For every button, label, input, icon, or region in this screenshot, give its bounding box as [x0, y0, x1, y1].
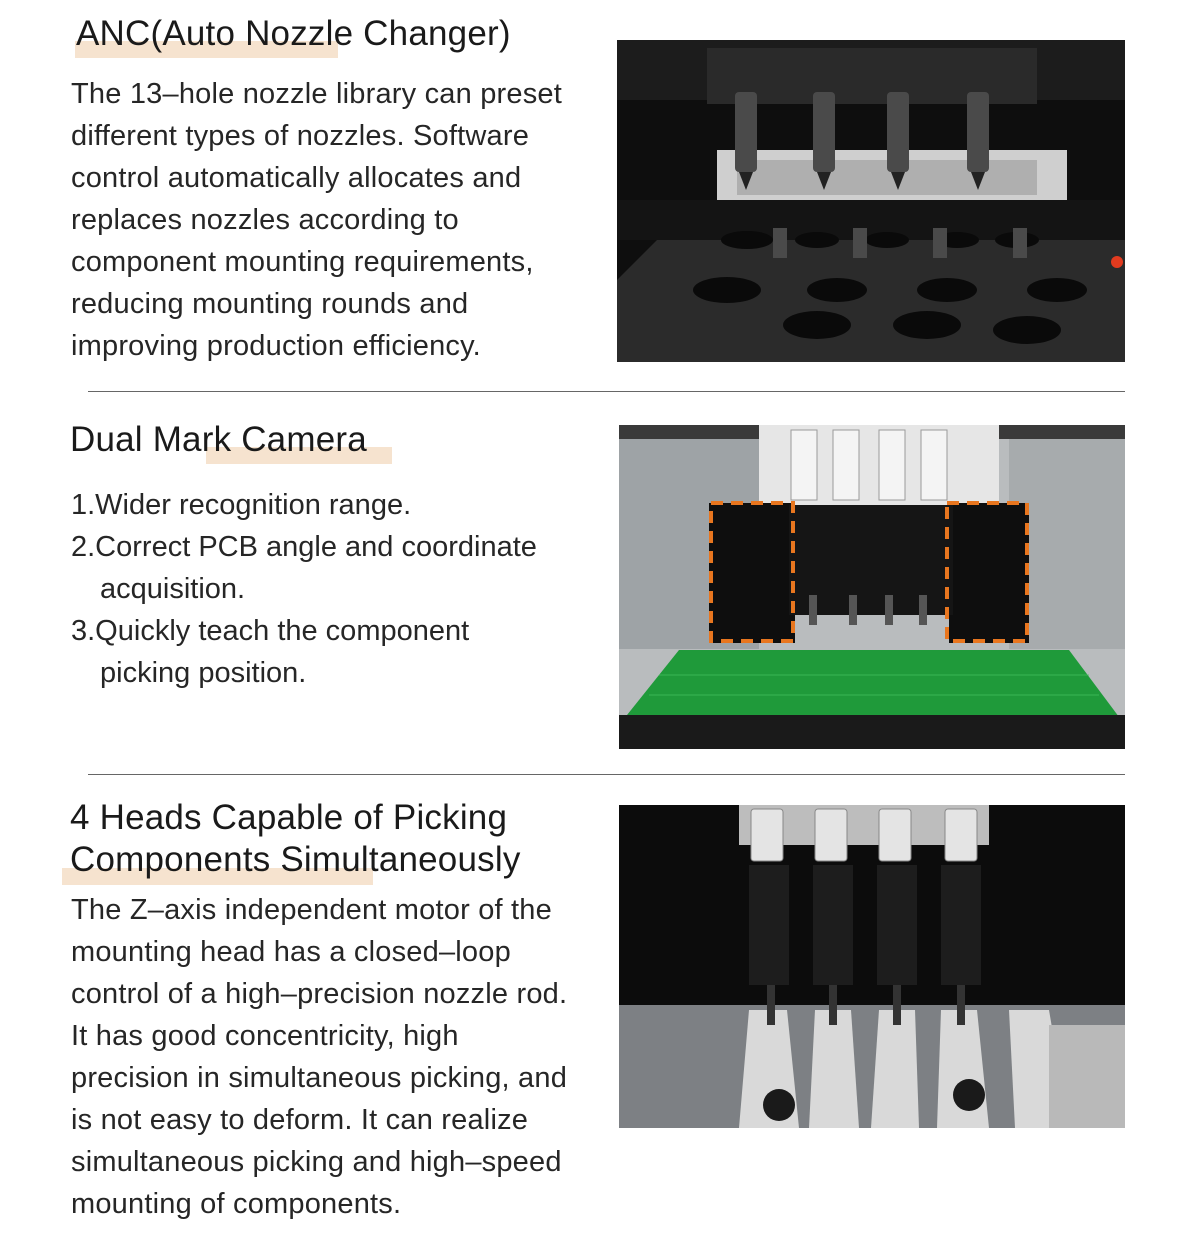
nozzle-changer-photo	[617, 40, 1125, 362]
list-item: 2.Correct PCB angle and coordinate acquisition.	[71, 531, 537, 605]
list-item: 3.Quickly teach the component picking position.	[71, 615, 470, 689]
dual-camera-photo	[619, 425, 1125, 749]
body-line: is not easy to deform. It can realize	[71, 1104, 529, 1136]
body-line: The Z–axis independent motor of the	[71, 894, 552, 926]
body-line: control automatically allocates and	[71, 162, 522, 194]
section-divider	[88, 391, 1125, 392]
section-divider	[88, 774, 1125, 775]
section-body-anc	[71, 73, 562, 367]
body-line: simultaneous picking and high–speed	[71, 1146, 562, 1178]
four-heads-photo	[619, 805, 1125, 1128]
body-line: control of a high–precision nozzle rod.	[71, 978, 568, 1010]
body-line: mounting head has a closed–loop	[71, 936, 511, 968]
body-line: improving production efficiency.	[71, 330, 481, 362]
body-line: component mounting requirements,	[71, 246, 534, 278]
list-item: 1.Wider recognition range.	[71, 489, 412, 521]
body-line: replaces nozzles according to	[71, 204, 459, 236]
body-line: The 13–hole nozzle library can preset	[71, 78, 563, 110]
section-title-anc: ANC(Auto Nozzle Changer)	[76, 14, 511, 53]
body-line: mounting of components.	[71, 1188, 402, 1220]
section-title-camera: Dual Mark Camera	[70, 420, 367, 459]
section-body-four-heads	[71, 889, 567, 1225]
body-line: It has good concentricity, high	[71, 1020, 459, 1052]
feature-list	[71, 484, 610, 694]
body-line: precision in simultaneous picking, and	[71, 1062, 568, 1094]
section-title-four-heads: 4 Heads Capable of Picking Components Simultaneously	[70, 798, 521, 879]
body-line: different types of nozzles. Software	[71, 120, 530, 152]
body-line: reducing mounting rounds and	[71, 288, 469, 320]
